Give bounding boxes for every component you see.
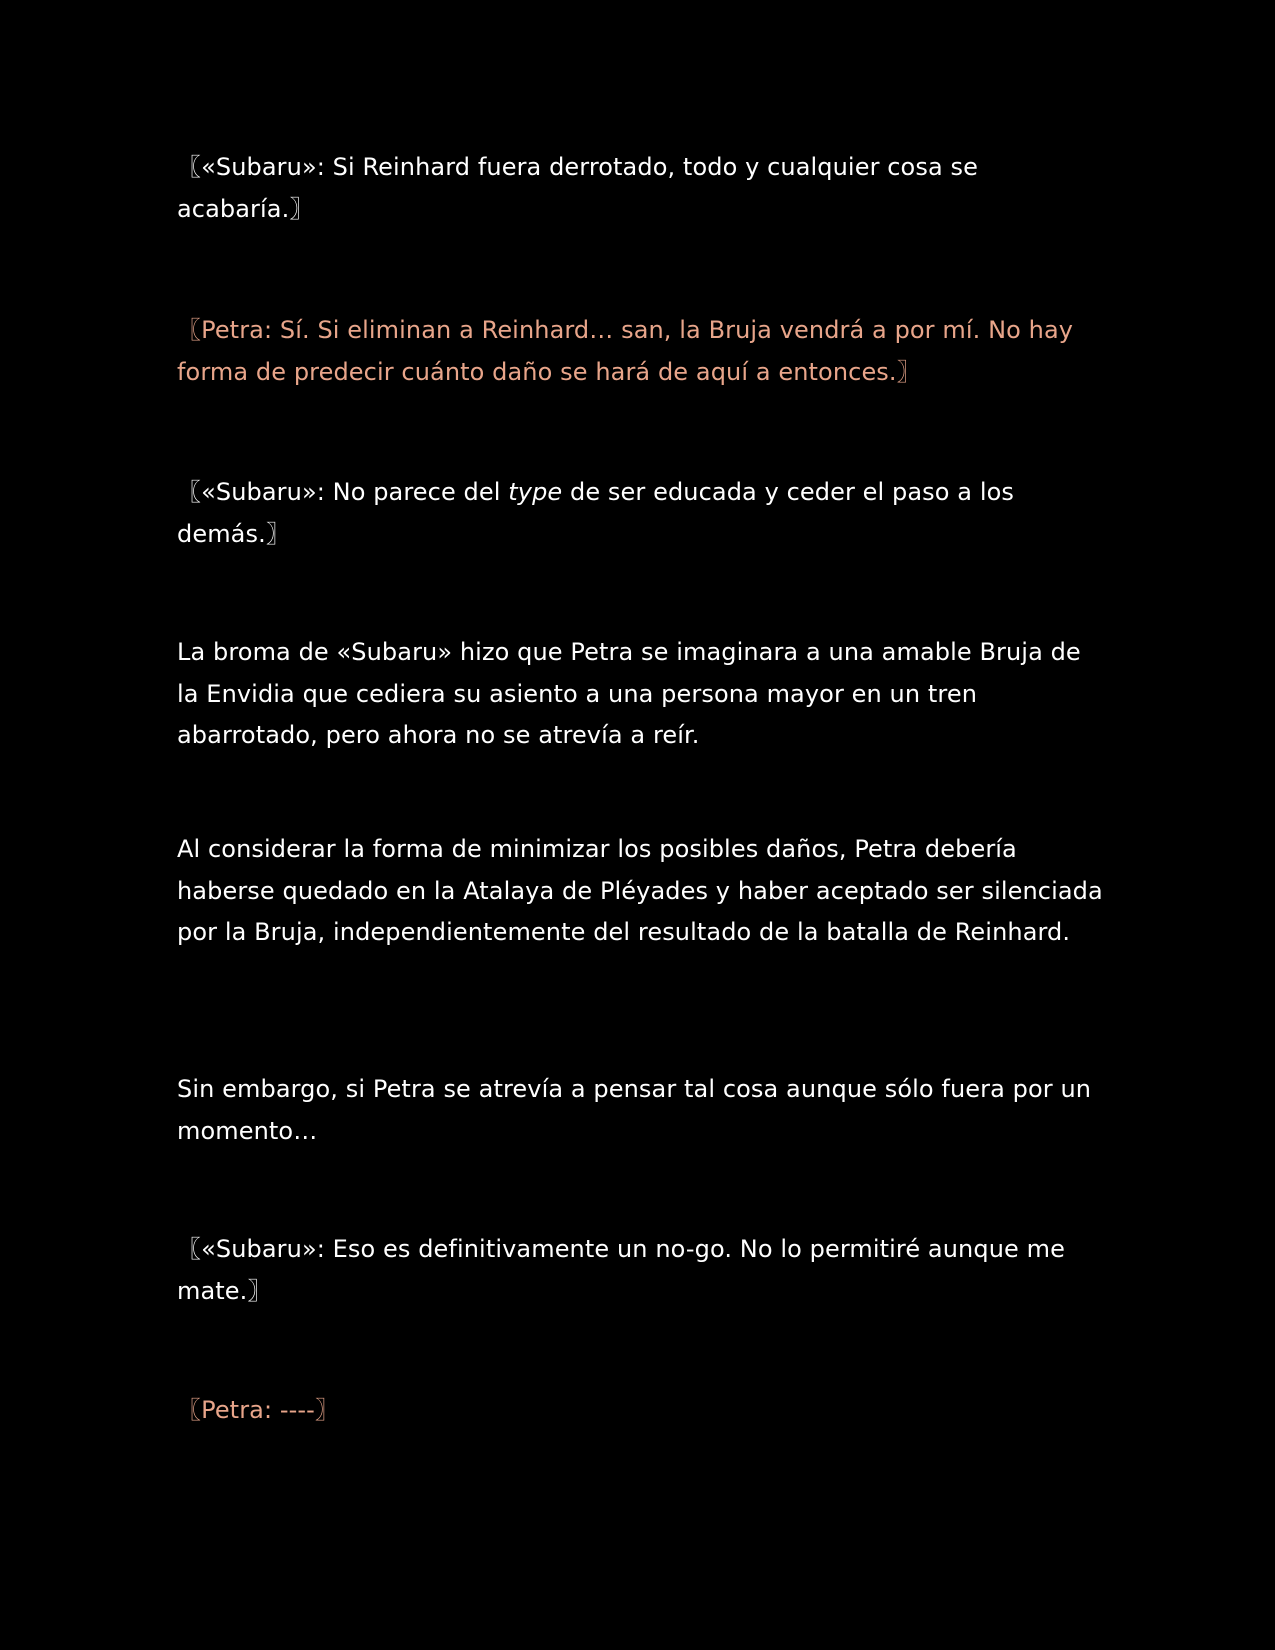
narration-paragraph-1: La broma de «Subaru» hizo que Petra se imaginara a una amable Bruja de la Envidia que cediera su asiento a una persona mayor en un tren abarrotado, pero ahora no se atrevía a reír. [177,638,1081,749]
dialogue-subaru-2 [177,471,1107,555]
dialogue-subaru-2-start: 〖«Subaru»: No parece del [177,478,509,506]
dialogue-petra-2: 〖Petra: ----〗 [177,1396,340,1424]
dialogue-subaru-1: 〖«Subaru»: Si Reinhard fuera derrotado, todo y cualquier cosa se acabaría.〗 [177,153,978,223]
dialogue-petra-1: 〖Petra: Sí. Si eliminan a Reinhard… san, la Bruja vendrá a por mí. No hay forma de predecir cuánto daño se hará de aquí a entonces.〗 [177,316,1074,386]
dialogue-subaru-3: 〖«Subaru»: Eso es definitivamente un no-go. No lo permitiré aunque me mate.〗 [177,1235,1065,1305]
dialogue-subaru-2-italic-word: type [508,478,563,506]
narration-paragraph-2: Al considerar la forma de minimizar los posibles daños, Petra debería haberse quedado en la Atalaya de Pléyades y haber aceptado ser silenciada por la Bruja, independientemente del resultado de la batalla de Reinhard. [177,835,1103,946]
dialogue-subaru-2-end: de ser educada y ceder el paso a los demás.〗 [177,478,1014,548]
narration-paragraph-3: Sin embargo, si Petra se atrevía a pensar tal cosa aunque sólo fuera por un momento… [177,1075,1092,1145]
